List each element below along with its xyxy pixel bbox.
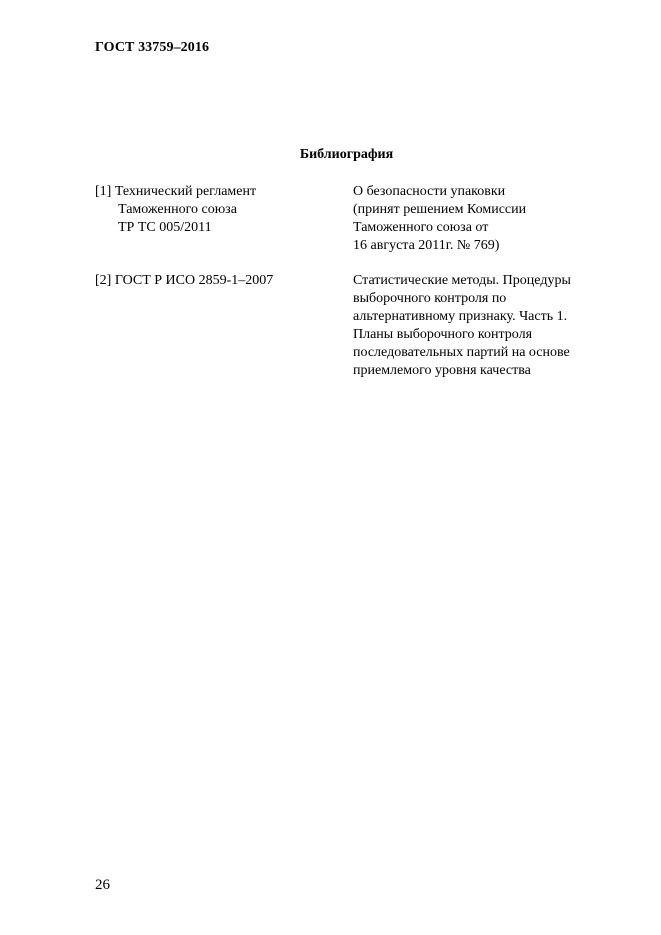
description-line: О безопасности упаковки bbox=[353, 184, 506, 199]
reference-line: ТР ТС 005/2011 bbox=[118, 220, 212, 235]
bibliography-description bbox=[353, 183, 613, 255]
reference-line: [1] Технический регламент bbox=[95, 184, 257, 199]
description-line: последовательных партий на основе bbox=[353, 345, 570, 360]
description-line: (принят решением Комиссии bbox=[353, 202, 527, 217]
description-line: 16 августа 2011г. № 769) bbox=[353, 238, 500, 253]
bibliography-reference bbox=[95, 183, 345, 237]
bibliography-description bbox=[353, 272, 613, 380]
reference-line: [2] ГОСТ Р ИСО 2859-1–2007 bbox=[95, 273, 274, 288]
reference-line: Таможенного союза bbox=[118, 202, 237, 217]
description-line: приемлемого уровня качества bbox=[353, 363, 531, 378]
section-title: Библиография bbox=[299, 147, 394, 162]
description-line: Статистические методы. Процедуры bbox=[353, 273, 571, 288]
bibliography-reference bbox=[95, 272, 345, 290]
description-line: выборочного контроля по bbox=[353, 291, 507, 306]
document-code-header: ГОСТ 33759–2016 bbox=[95, 40, 210, 55]
page-number: 26 bbox=[95, 877, 110, 893]
description-line: альтернативному признаку. Часть 1. bbox=[353, 309, 568, 324]
description-line: Планы выборочного контроля bbox=[353, 327, 533, 342]
description-line: Таможенного союза от bbox=[353, 220, 489, 235]
